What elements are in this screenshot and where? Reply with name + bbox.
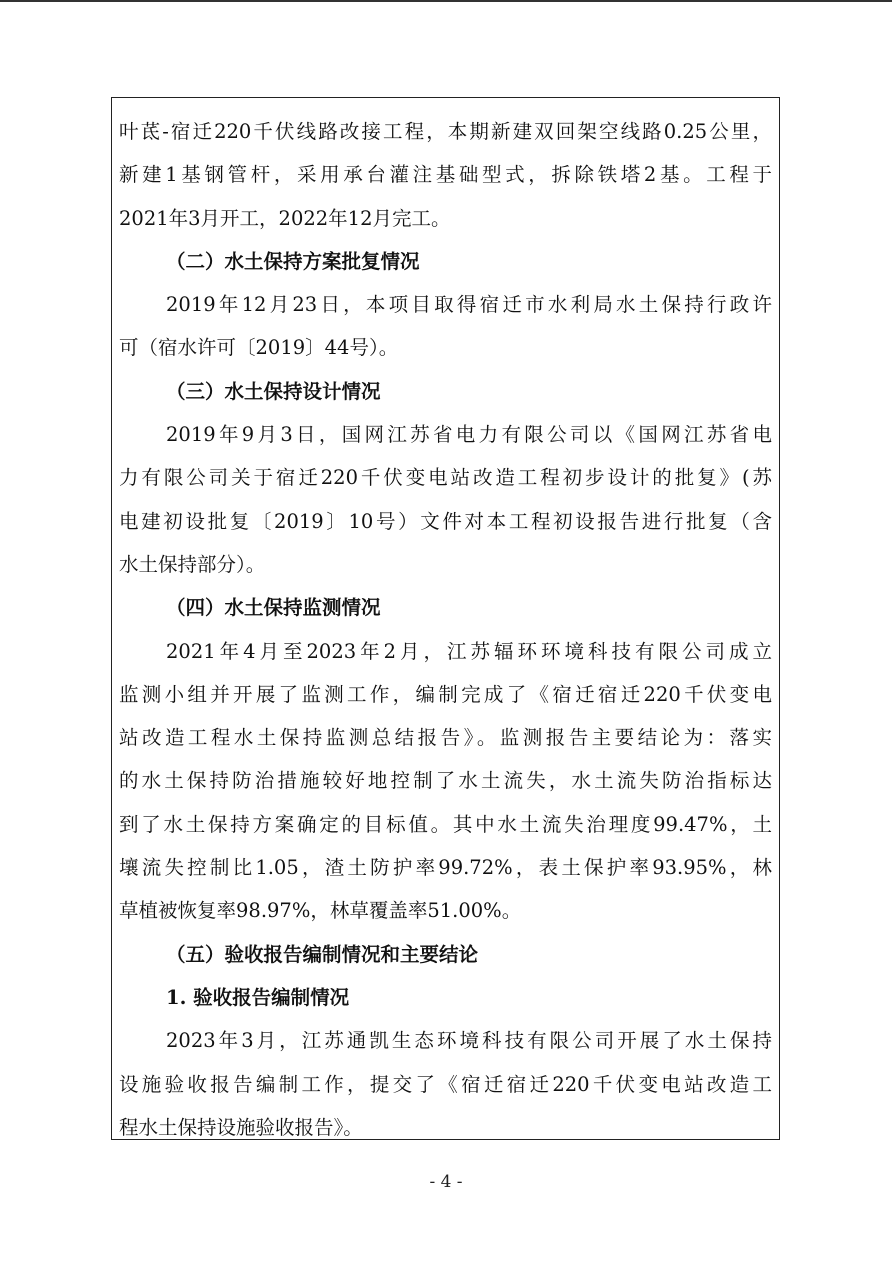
body-text-line: 草植被恢复率98.97%，林草覆盖率51.00%。 [119, 899, 522, 923]
subsection-heading-1: 1. 验收报告编制情况 [166, 985, 350, 1009]
body-text-line: 2021年3月开工，2022年12月完工。 [119, 206, 451, 230]
body-text-line: 壤流失控制比1.05，渣土防护率99.72%，表土保护率93.95%，林 [119, 856, 772, 880]
body-text-line: 2019年9月3日，国网江苏省电力有限公司以《国网江苏省电 [166, 423, 772, 447]
page-number: - 4 - [429, 1172, 463, 1192]
body-text-line: 2023年3月，江苏通凯生态环境科技有限公司开展了水土保持 [166, 1029, 772, 1053]
body-text-line: 监测小组并开展了监测工作，编制完成了《宿迁宿迁220千伏变电 [119, 682, 772, 706]
body-text-line: 的水土保持防治措施较好地控制了水土流失，水土流失防治指标达 [119, 769, 772, 793]
body-text-line: 叶茋-宿迁220千伏线路改接工程，本期新建双回架空线路0.25公里， [119, 120, 772, 143]
section-heading-4: （四）水土保持监测情况 [166, 596, 381, 620]
body-text-line: 2019年12月23日，本项目取得宿迁市水利局水土保持行政许 [166, 293, 772, 317]
body-text-line: 力有限公司关于宿迁220千伏变电站改造工程初步设计的批复》(苏 [119, 466, 772, 490]
body-text-line: 站改造工程水土保持监测总结报告》。监测报告主要结论为：落实 [119, 726, 772, 750]
body-text-line: 设施验收报告编制工作，提交了《宿迁宿迁220千伏变电站改造工 [119, 1072, 772, 1096]
body-text-line: 电建初设批复〔2019〕10号）文件对本工程初设报告进行批复（含 [119, 509, 772, 533]
body-text-line: 水土保持部分）。 [119, 552, 266, 576]
top-rule [0, 0, 892, 2]
section-heading-2: （二）水土保持方案批复情况 [166, 249, 420, 273]
document-text-box [111, 97, 780, 1140]
section-heading-5: （五）验收报告编制情况和主要结论 [166, 942, 479, 966]
section-heading-3: （三）水土保持设计情况 [166, 379, 381, 403]
body-text-line: 新建1基钢管杆，采用承台灌注基础型式，拆除铁塔2基。工程于 [119, 163, 772, 187]
body-text-line: 到了水土保持方案确定的目标值。其中水土流失治理度99.47%，土 [119, 812, 772, 836]
body-text-line: 可（宿水许可〔2019〕44号）。 [119, 336, 399, 360]
body-text-line: 2021年4月至2023年2月，江苏辐环环境科技有限公司成立 [166, 639, 772, 663]
body-text-line: 程水土保持设施验收报告》。 [119, 1115, 363, 1139]
